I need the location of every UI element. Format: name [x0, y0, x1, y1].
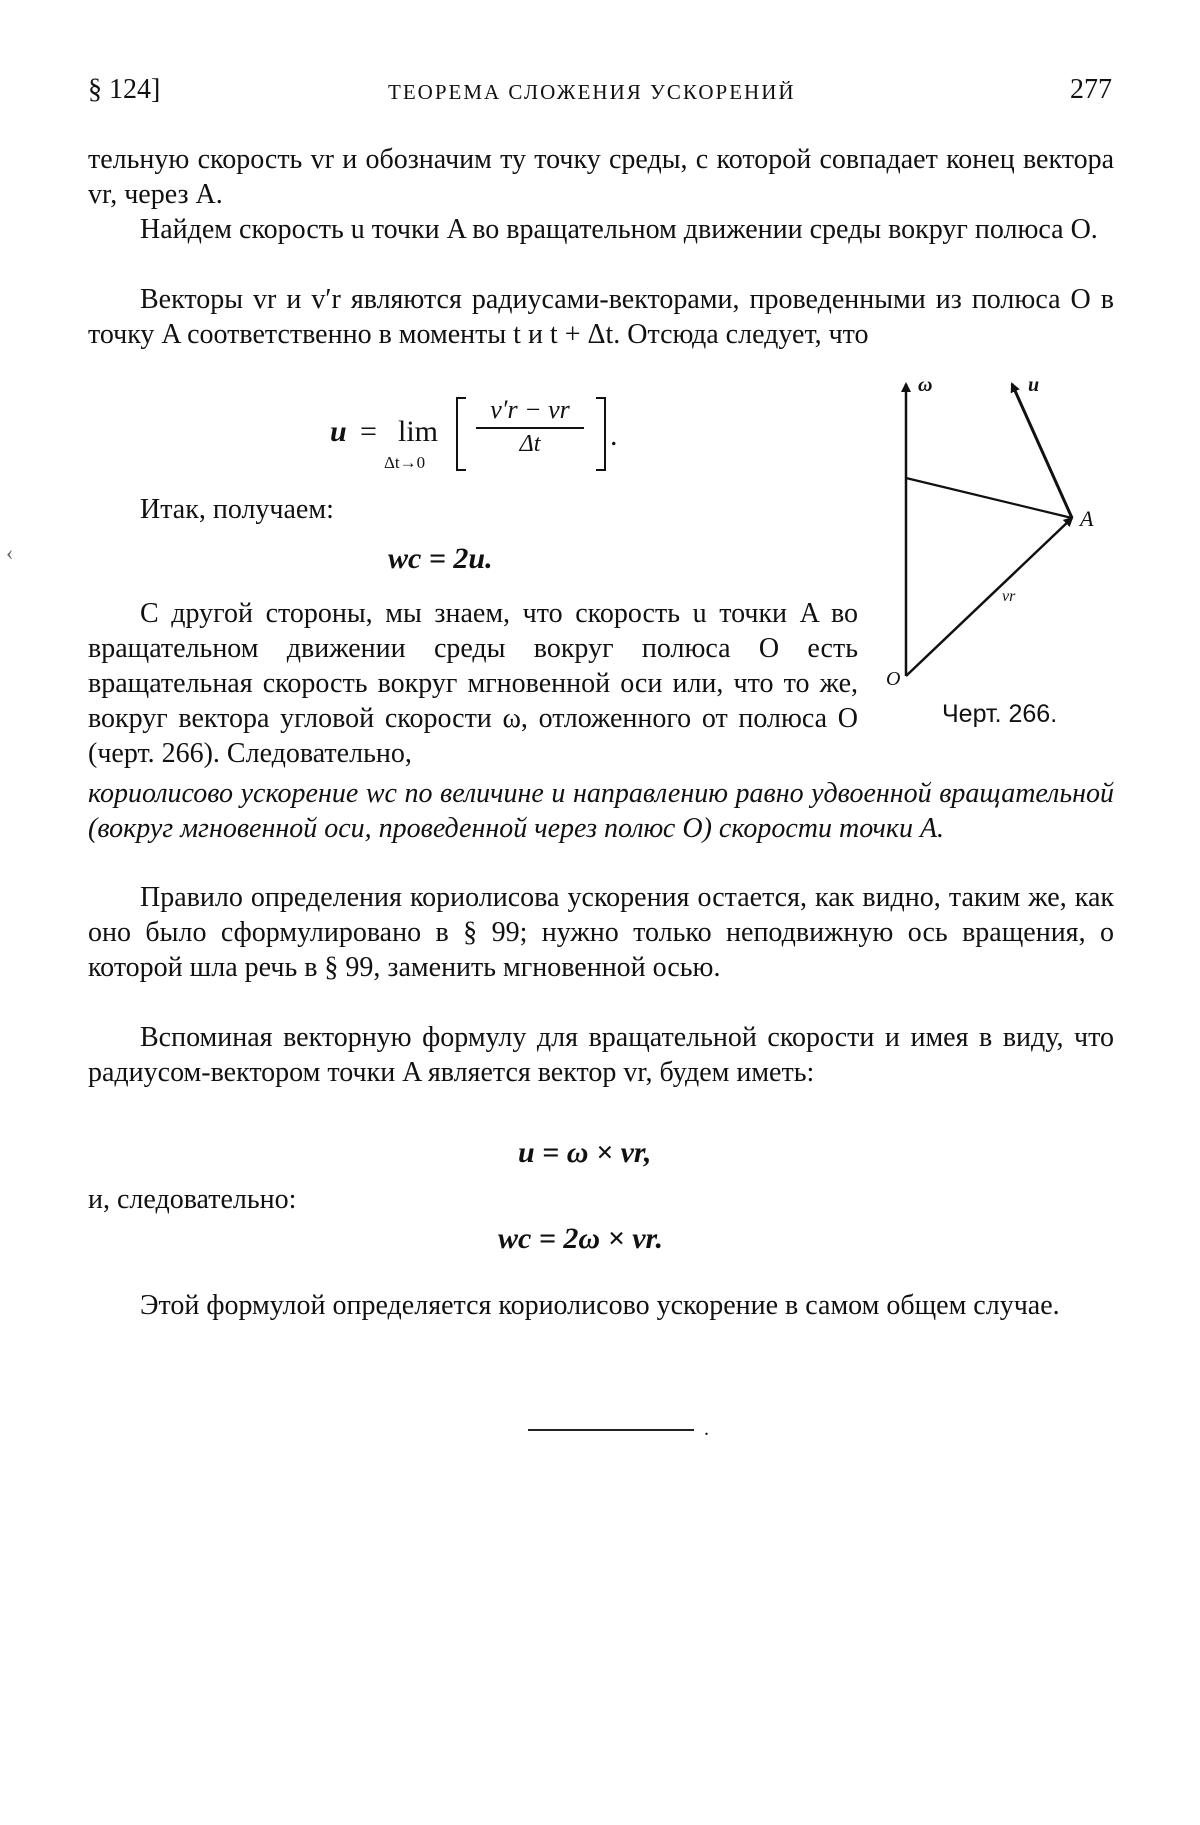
- paragraph-8: и, следовательно:: [88, 1184, 297, 1215]
- running-header: [88, 74, 1112, 124]
- paragraph-5-plain: С другой стороны, мы знаем, что скорость u точки A во вращательном движении среды вокруг полюса O есть вращательная скорость вокруг мгновенной оси или, что то же, вокруг вектора угловой скорости ω, отложенного от полюса O (черт. 266). Следовательно,: [88, 598, 858, 769]
- formula-wc-cross: wc = 2ω × vr.: [498, 1222, 664, 1255]
- figure-266: [880, 372, 1140, 732]
- fraction-denominator: Δt: [519, 431, 541, 457]
- formula-wc-2u: wc = 2u.: [388, 542, 493, 575]
- label-O: O: [886, 668, 901, 690]
- vr-vector: [906, 518, 1072, 676]
- paragraph-5b: [88, 776, 1114, 846]
- lim-equals: =: [360, 415, 377, 448]
- figure-caption: Черт. 266.: [942, 700, 1058, 728]
- left-bracket: [456, 397, 466, 471]
- end-dot: .: [704, 1418, 709, 1440]
- lim-fraction: [470, 395, 590, 458]
- paragraph-7: Вспоминая векторную формулу для вращательной скорости и имея в виду, что радиусом-вектором точки A является вектор vr, будем иметь:: [88, 1022, 1114, 1088]
- page-number: 277: [1070, 74, 1112, 105]
- right-bracket: [596, 397, 606, 471]
- label-u: u: [1028, 374, 1040, 396]
- lim-operator: lim: [398, 415, 439, 448]
- figure-diagram: [880, 372, 1140, 732]
- paragraph-2: Найдем скорость u точки A во вращательном движении среды вокруг полюса O.: [140, 214, 1098, 245]
- lim-subscript: Δt→0: [384, 453, 426, 472]
- perpendicular-line: [906, 478, 1072, 518]
- paragraph-3-text: Векторы vr и v′r являются радиусами-векторами, проведенными из полюса O в точку A соответственно в моменты t и t + Δt. Отсюда следует, что: [88, 284, 1114, 350]
- lim-period: .: [610, 419, 618, 452]
- paragraph-4: Итак, получаем:: [140, 494, 334, 525]
- running-title: ТЕОРЕМА СЛОЖЕНИЯ УСКОРЕНИЙ: [388, 80, 796, 104]
- fraction-bar: [476, 427, 584, 429]
- paragraph-3: [88, 282, 1114, 352]
- limit-formula: [330, 395, 650, 475]
- stray-mark: ‹: [6, 540, 14, 565]
- fraction-numerator: v′r − vr: [490, 395, 570, 424]
- formula-u-cross: u = ω × vr,: [518, 1136, 652, 1169]
- paragraph-6: Правило определения кориолисова ускорения остается, как видно, таким же, как оно было сформулировано в § 99; нужно только неподвижную ось вращения, о которой шла речь в § 99, заменить мгновенной осью.: [88, 882, 1114, 983]
- paragraph-5-italic: кориолисово ускорение wc по величине и направлению равно удвоенной вращательной (вокруг мгновенной оси, проведенной через полюс O) скорости точки A.: [88, 778, 1114, 844]
- label-omega: ω: [918, 374, 933, 396]
- paragraph-9: Этой формулой определяется кориолисово ускорение в самом общем случае.: [140, 1290, 1060, 1321]
- lim-lhs: u: [330, 415, 347, 448]
- end-rule: [528, 1429, 694, 1431]
- label-vr: vr: [1002, 588, 1016, 605]
- section-number: § 124]: [88, 74, 161, 105]
- label-A: A: [1080, 506, 1094, 531]
- paragraph-1: тельную скорость vr и обозначим ту точку среды, с которой совпадает конец вектора vr, через A.: [88, 144, 1114, 210]
- u-vector: [1012, 384, 1072, 518]
- paragraph-5a: [88, 596, 858, 771]
